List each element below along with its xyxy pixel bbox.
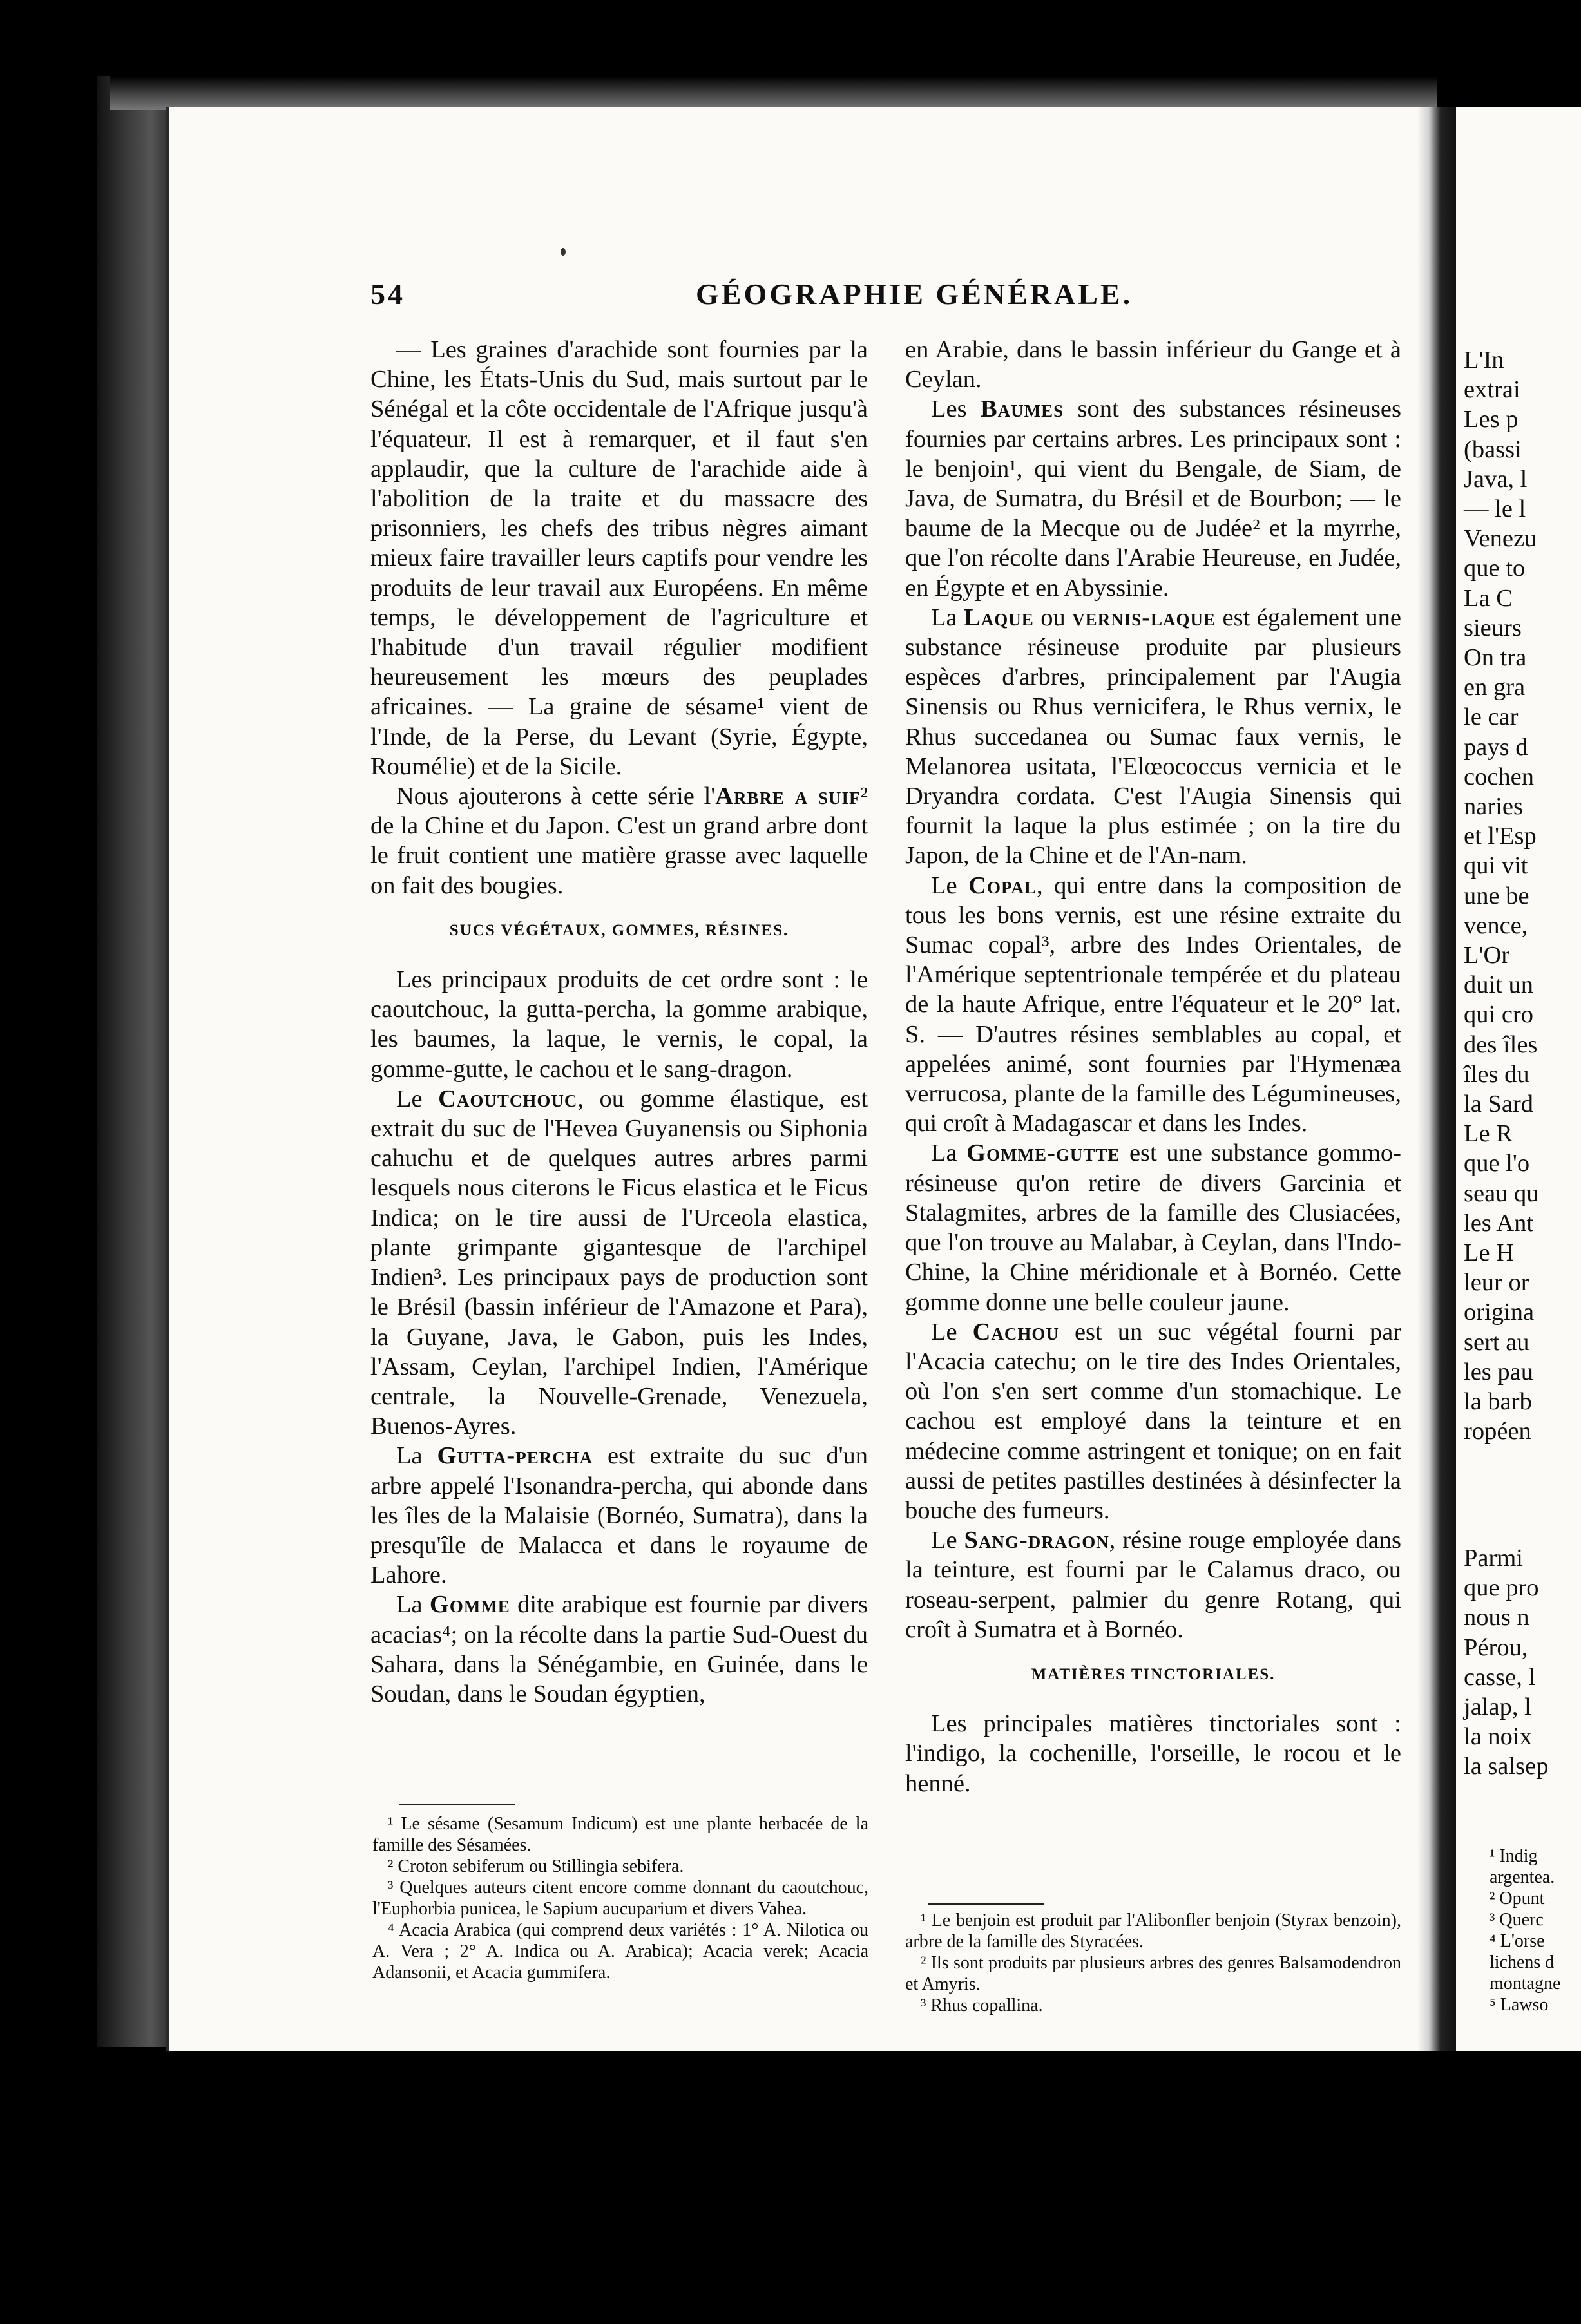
next-page-line: pays d bbox=[1464, 733, 1528, 761]
left-column bbox=[370, 335, 868, 1709]
next-page-line: Le R bbox=[1464, 1120, 1513, 1148]
next-page-line: nous n bbox=[1464, 1604, 1529, 1632]
next-page-line: cochen bbox=[1464, 763, 1535, 790]
next-page-line: Pérou, bbox=[1464, 1633, 1528, 1661]
next-page-line: origina bbox=[1464, 1299, 1535, 1326]
footnote: ² Ils sont produits par plusieurs arbres des genres Balsamodendron et Amyris. bbox=[905, 1953, 1401, 1994]
book-spine-edge bbox=[97, 76, 174, 2047]
footnote: ² Croton sebiferum ou Stillingia sebifera. bbox=[388, 1856, 684, 1876]
next-page-line: et l'Esp bbox=[1464, 823, 1537, 850]
next-page-line: Le H bbox=[1464, 1239, 1515, 1266]
next-page-line: Parmi bbox=[1464, 1545, 1523, 1572]
paragraph-principaux-produits: Les principaux produits de cet ordre sont : le caoutchouc, la gutta-percha, la gomme arabique, les baumes, la laque, le vernis, le copal, la gomme-gutte, le cachou et le sang-dragon. bbox=[370, 966, 868, 1083]
next-page-line: ropéen bbox=[1464, 1418, 1531, 1445]
next-page-line: que to bbox=[1464, 555, 1526, 582]
paragraph-arbre-a-suif: Nous ajouterons à cette série l'Arbre a suif² de la Chine et du Japon. C'est un grand arbre dont le fruit contient une matière grasse avec laquelle on fait des bougies. bbox=[370, 783, 868, 899]
footnote-rule-right bbox=[928, 1903, 1044, 1905]
next-page-line: une be bbox=[1464, 882, 1529, 910]
next-page-line: la barb bbox=[1464, 1388, 1532, 1415]
page-number: 54 bbox=[370, 278, 405, 310]
next-page-line: leur or bbox=[1464, 1269, 1529, 1297]
next-page-line: Java, l bbox=[1464, 465, 1528, 493]
section-heading-tinctoriales: MATIÈRES TINCTORIALES. bbox=[1031, 1665, 1276, 1683]
next-page-line: — le l bbox=[1464, 495, 1526, 522]
footnote: ¹ Le sésame (Sesamum Indicum) est une plante herbacée de la famille des Sésamées. bbox=[372, 1814, 868, 1855]
paragraph-tinctoriales: Les principales matières tinctoriales sont : l'indigo, la cochenille, l'orseille, le rocou et le henné. bbox=[905, 1710, 1401, 1797]
gutter-shadow bbox=[1417, 107, 1456, 2051]
next-page-line: qui vit bbox=[1464, 852, 1528, 880]
page-top-shadow bbox=[110, 76, 1437, 110]
next-page-line: sert au bbox=[1464, 1328, 1529, 1356]
next-page-line: Les p bbox=[1464, 406, 1519, 433]
paragraph-baumes: Les Baumes sont des substances résineuses fournies par certains arbres. Les principaux sont : le benjoin¹, qui vient du Bengale, de Siam, de Java, de Sumatra, du Brésil et de Bourbon; — le baume de la Mecque ou de Judée² et la myrrhe, que l'on récolte dans l'Arabie Heureuse, en Judée, en Égypte et en Abyssinie. bbox=[905, 395, 1402, 602]
next-page-footnote: ³ Querc bbox=[1490, 1910, 1544, 1930]
next-page-line: La C bbox=[1464, 584, 1513, 612]
next-page-line: seau qu bbox=[1464, 1179, 1539, 1207]
running-title: GÉOGRAPHIE GÉNÉRALE. bbox=[696, 278, 1133, 310]
next-page-line: L'Or bbox=[1464, 942, 1510, 969]
next-page-line: que pro bbox=[1464, 1574, 1539, 1602]
next-page-line: en gra bbox=[1464, 674, 1526, 701]
footnote: ³ Rhus copallina. bbox=[921, 1995, 1043, 2015]
footnote-rule-left bbox=[399, 1804, 515, 1805]
next-page-footnote: ¹ Indig bbox=[1490, 1846, 1538, 1866]
next-page-line: qui cro bbox=[1464, 1001, 1533, 1029]
footnote: ³ Quelques auteurs citent encore comme donnant du caoutchouc, l'Euphorbia punicea, le Sapium aucuparium et divers Vahea. bbox=[372, 1878, 868, 1919]
next-page-line: (bassi bbox=[1464, 435, 1522, 463]
next-page-line: les pau bbox=[1464, 1358, 1533, 1386]
footnote: ¹ Le benjoin est produit par l'Alibonfler benjoin (Styrax benzoin), arbre de la famille des Styracées. bbox=[905, 1910, 1401, 1952]
next-page-line: casse, l bbox=[1464, 1663, 1536, 1691]
paragraph-copal: Le Copal, qui entre dans la composition de tous les bons vernis, est une résine extraite du Sumac copal³, arbre des Indes Orientales, de l'Amérique septentrionale tempérée et du plateau de la haute Afrique, entre l'équateur et le 20° lat. S. — D'autres résines semblables au copal, et appelées animé, sont fournies par l'Hymenæa verrucosa, plante de la famille des Légumineuses, qui croît à Madagascar et dans les Indes. bbox=[905, 872, 1401, 1138]
next-page-footnote: montagne bbox=[1490, 1974, 1561, 1994]
next-page-line: que l'o bbox=[1464, 1150, 1530, 1177]
next-page-line: extrai bbox=[1464, 376, 1520, 404]
next-page-footnote: ⁴ L'orse bbox=[1490, 1931, 1545, 1951]
paragraph-laque: La Laque ou vernis-laque est également une substance résineuse produite par plusieurs espèces d'arbres, principalement par l'Augia Sinensis ou Rhus vernicifera, le Rhus vernix, le Rhus succedanea ou Sumac faux vernis, le Melanorea usitata, l'Elœococcus vernicia et le Dryandra cordata. C'est l'Augia Sinensis qui fournit la laque la plus estimée ; on la tire du Japon, de la Chine et de l'An-nam. bbox=[905, 604, 1401, 870]
next-page-line: On tra bbox=[1464, 644, 1527, 671]
next-page-line: les Ant bbox=[1464, 1209, 1534, 1237]
footnote: ⁴ Acacia Arabica (qui comprend deux variétés : 1° A. Nilotica ou A. Vera ; 2° A. Indica ou A. Arabica); Acacia verek; Acacia Adansonii, et Acacia gummifera. bbox=[372, 1920, 868, 1983]
section-heading-sucs: SUCS VÉGÉTAUX, GOMMES, RÉSINES. bbox=[449, 921, 789, 939]
paragraph-gomme-gutte: La Gomme-gutte est une substance gommo-résineuse qu'on retire de divers Garcinia et Stalagmites, arbres de la famille des Clusiacées, que l'on trouve au Malabar, à Ceylan, dans l'Indo-Chine, la Chine méridionale et à Bornéo. Cette gomme donne une belle couleur jaune. bbox=[905, 1139, 1402, 1316]
next-page-line: îles du bbox=[1464, 1060, 1529, 1088]
adjacent-page-fragment bbox=[1462, 107, 1581, 2051]
next-page-line: vence, bbox=[1464, 911, 1528, 939]
next-page-line: le car bbox=[1464, 703, 1519, 731]
next-page-line: la Sard bbox=[1464, 1091, 1533, 1118]
next-page-footnote: lichens d bbox=[1490, 1952, 1555, 1972]
right-column bbox=[905, 335, 1401, 1798]
next-page-line: des îles bbox=[1464, 1031, 1538, 1058]
paragraph-continuation: en Arabie, dans le bassin inférieur du Gange et à Ceylan. bbox=[905, 336, 1401, 394]
footnotes-right bbox=[905, 1910, 1401, 2016]
next-page-line: la salsep bbox=[1464, 1753, 1549, 1780]
paragraph-sang-dragon: Le Sang-dragon, résine rouge employée dans la teinture, est fourni par le Calamus draco, ou roseau-serpent, palmier du genre Rotang, qui croît à Sumatra et à Bornéo. bbox=[905, 1527, 1401, 1643]
paragraph-gomme-arabique: La Gomme dite arabique est fournie par divers acacias⁴; on la récolte dans la partie Sud-Ouest du Sahara, dans la Sénégambie, en Guinée, dans le Soudan, dans le Soudan égyptien, bbox=[370, 1591, 868, 1708]
next-page-footnote: argentea. bbox=[1490, 1867, 1555, 1887]
next-page-footnote: ⁵ Lawso bbox=[1490, 1995, 1549, 2015]
next-page-line: naries bbox=[1464, 793, 1523, 820]
footnotes-left bbox=[372, 1813, 868, 1983]
next-page-line: jalap, l bbox=[1464, 1693, 1531, 1720]
next-page-footnote: ² Opunt bbox=[1490, 1889, 1545, 1909]
paragraph-gutta-percha: La Gutta-percha est extraite du suc d'un arbre appelé l'Isonandra-percha, qui abonde dans les îles de la Malaisie (Bornéo, Sumatra), dans la presqu'île de Malacca et dans le royaume de Lahore. bbox=[370, 1442, 868, 1589]
next-page-line: duit un bbox=[1464, 971, 1534, 999]
paragraph-caoutchouc: Le Caoutchouc, ou gomme élastique, est extrait du suc de l'Hevea Guyanensis ou Siphonia cahuchu et de quelques autres arbres parmi lesquels nous citerons le Ficus elastica et le Ficus Indica; on le tire aussi de l'Urceola elastica, plante grimpante gigantesque de l'archipel Indien³. Les principaux pays de production sont le Brésil (bassin inférieur de l'Amazone et Para), la Guyane, Java, le Gabon, puis les Indes, l'Assam, Ceylan, l'archipel Indien, l'Amérique centrale, la Nouvelle-Grenade, Venezuela, Buenos-Ayres. bbox=[370, 1085, 868, 1440]
ink-speck bbox=[561, 248, 566, 256]
paragraph-arachide: — Les graines d'arachide sont fournies par la Chine, les États-Unis du Sud, mais surtout par le Sénégal et la côte occidentale de l'Afrique jusqu'à l'équateur. Il est à remarquer, et il faut s'en applaudir, que la culture de l'arachide aide à l'abolition de la traite et du massacre des prisonniers, les chefs des tribus nègres aimant mieux faire travailler leurs captifs pour vendre les produits de leur travail aux Européens. En même temps, le développement de l'agriculture et l'habitude d'un travail régulier modifient heureusement les mœurs des peuplades africaines. — La graine de sésame¹ vient de l'Inde, de la Perse, du Levant (Syrie, Égypte, Roumélie) et de la Sicile. bbox=[370, 336, 868, 780]
next-page-line: la noix bbox=[1464, 1723, 1532, 1751]
next-page-line: sieurs bbox=[1464, 614, 1522, 642]
next-page-line: Venezu bbox=[1464, 525, 1537, 553]
paragraph-cachou: Le Cachou est un suc végétal fourni par l'Acacia catechu; on le tire des Indes Orientales, où l'on s'en sert comme d'un stomachique. Le cachou est employé dans la teinture et en médecine comme astringent et tonique; on en fait aussi de petites pastilles destinées à désinfecter la bouche des fumeurs. bbox=[905, 1318, 1401, 1524]
next-page-line: L'In bbox=[1464, 347, 1504, 374]
